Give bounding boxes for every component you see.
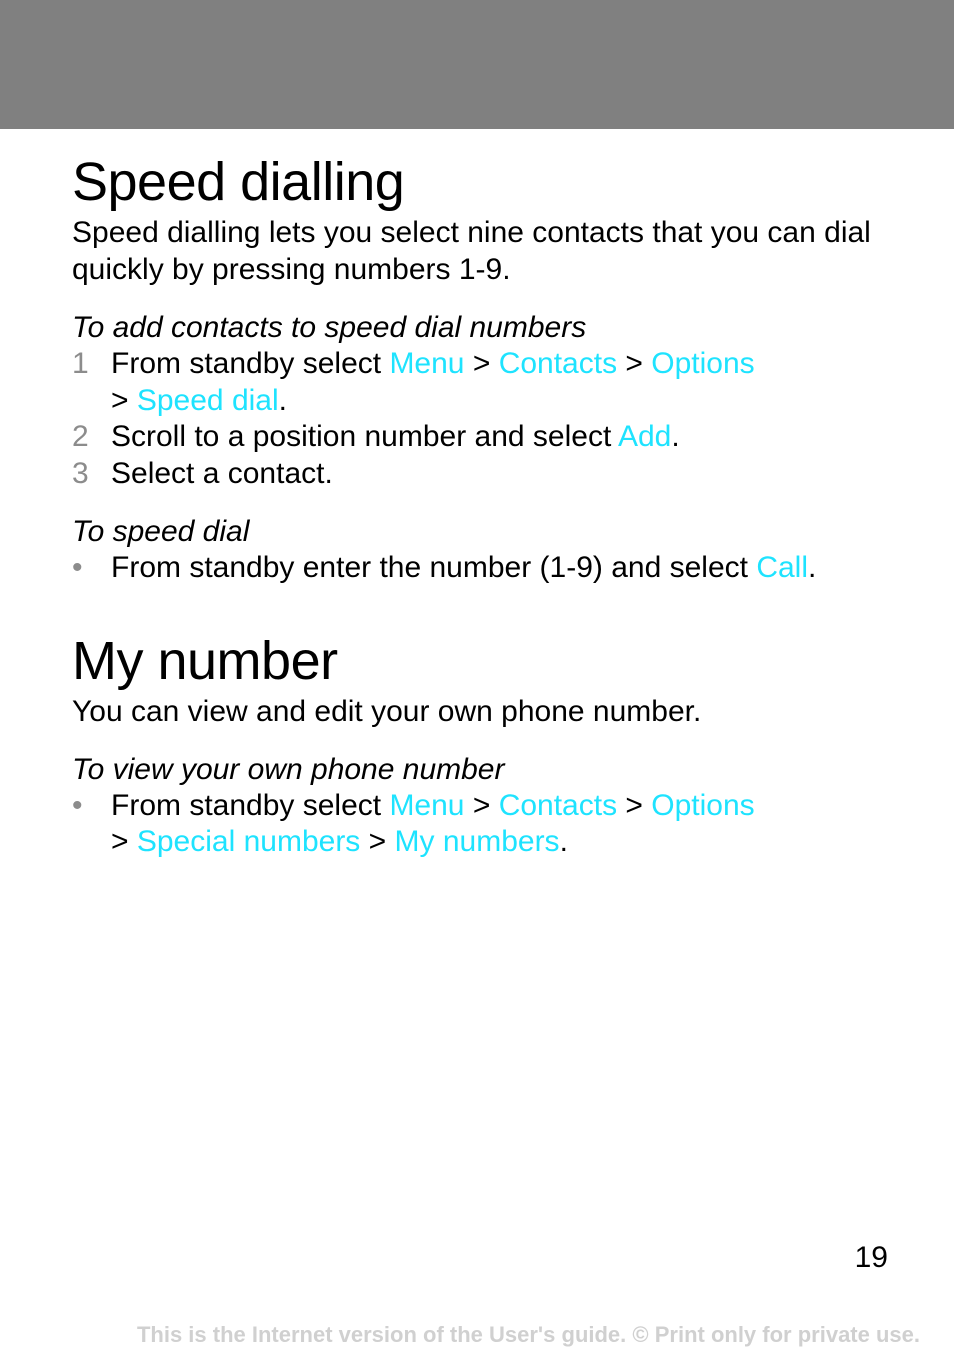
menu-link-my-numbers: My numbers: [394, 825, 560, 858]
bullets-speed-dial: [72, 550, 902, 587]
menu-link-contacts: Contacts: [498, 788, 618, 822]
menu-link-menu: Menu: [389, 788, 465, 822]
punctuation: .: [671, 420, 680, 453]
section-title-speed-dialling: Speed dialling: [72, 152, 405, 212]
section-title-my-number: My number: [72, 630, 338, 691]
menu-link-options: Options: [651, 347, 755, 380]
step-text: From standby select: [111, 347, 390, 380]
subheading-add-contacts: To add contacts to speed dial numbers: [72, 311, 587, 344]
section-intro-my-number: You can view and edit your own phone number.: [72, 694, 702, 728]
bullet-text: From standby enter the number (1-9) and select: [111, 551, 757, 584]
page-number: 19: [854, 1241, 888, 1274]
separator: >: [111, 383, 137, 417]
step-number: 3: [72, 456, 89, 490]
separator: >: [360, 825, 395, 858]
footer-notice: This is the Internet version of the User's guide. © Print only for private use.: [136, 1322, 920, 1347]
menu-link-contacts: Contacts: [498, 347, 618, 380]
bullet-text: From standby select: [111, 788, 390, 822]
list-item: [72, 550, 902, 587]
steps-add-contacts: [72, 346, 902, 492]
separator: >: [617, 788, 652, 822]
list-item: [72, 788, 902, 861]
step-number: 2: [72, 420, 89, 453]
separator: >: [617, 347, 652, 380]
header-bar: [0, 0, 954, 129]
separator: >: [464, 347, 499, 380]
punctuation: .: [808, 551, 817, 584]
page-content: [72, 150, 902, 861]
step-item: [72, 456, 902, 493]
step-item: [72, 419, 902, 456]
menu-link-options: Options: [651, 788, 755, 822]
subheading-view-number: To view your own phone number: [72, 752, 505, 786]
bullet-icon: •: [72, 551, 83, 584]
punctuation: .: [278, 383, 287, 417]
step-number: 1: [72, 347, 89, 380]
separator: >: [464, 788, 499, 822]
bullet-icon: •: [72, 788, 83, 822]
menu-link-special-numbers: Special numbers: [136, 825, 361, 858]
menu-link-speed-dial: Speed dial: [136, 383, 279, 417]
step-text: Select a contact.: [111, 456, 333, 490]
menu-link-add: Add: [617, 420, 672, 453]
bullets-view-number: [72, 788, 902, 861]
punctuation: .: [559, 825, 568, 858]
separator: >: [111, 825, 137, 858]
section-intro-speed-dialling: Speed dialling lets you select nine contacts that you can dial quickly by pressing numbers 1-9.: [72, 216, 871, 286]
subheading-speed-dial: To speed dial: [72, 515, 250, 548]
step-item: [72, 346, 902, 419]
step-text: Scroll to a position number and select: [111, 420, 618, 453]
menu-link-menu: Menu: [389, 347, 465, 380]
menu-link-call: Call: [756, 551, 808, 584]
